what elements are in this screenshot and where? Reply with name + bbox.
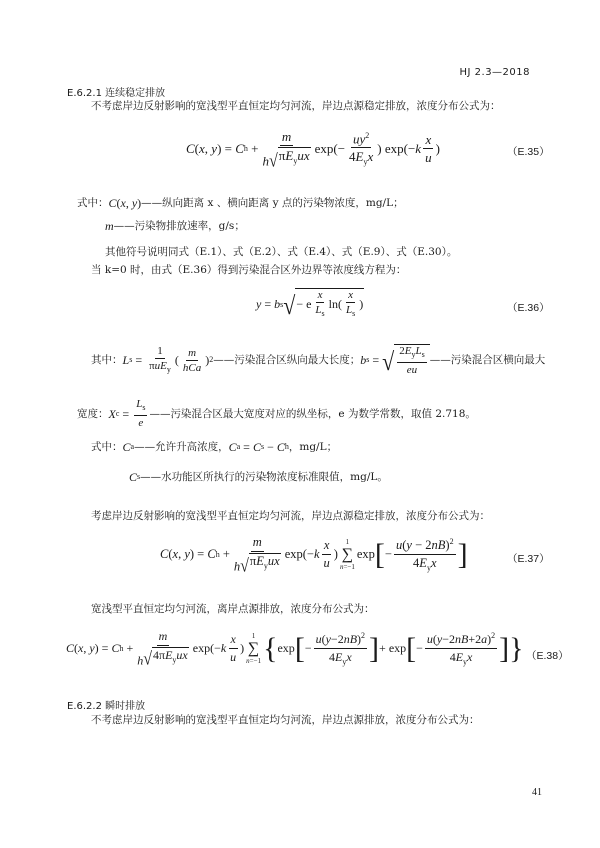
paragraph-intro-2: 考虑岸边反射影响的宽浅型平直恒定均匀河流，岸边点源稳定排放，浓度分布公式为：: [91, 510, 490, 522]
ls-description: ——污染混合区纵向最大长度；: [213, 354, 361, 367]
equation-e36: y = b s √ − e $\frac{x}{L_s}$ ln( $\frac{x}{L_s}$ ): [256, 289, 364, 320]
where2-prefix: 式中：: [91, 441, 123, 453]
document-code: HJ 2.3—2018: [459, 67, 530, 78]
symbol-xc-formula: X c = $\frac{L_s}{e}$: [108, 398, 146, 430]
paragraph-other-symbols: 其他符号说明同式（E.1）、式（E.2）、式（E.4）、式（E.9）、式（E.30）。: [105, 246, 458, 258]
symbol-c: C ( x , y ): [108, 196, 142, 210]
equation-label-e35: （E.35）: [507, 146, 550, 158]
xc-line: [77, 398, 476, 429]
symbol-m: m: [105, 219, 114, 233]
equation-label-e36: （E.36）: [507, 302, 550, 314]
bs-description: ——污染混合区横向最大: [429, 354, 546, 367]
where-c-line: [77, 196, 404, 210]
equation-label-e37: （E.37）: [507, 553, 550, 565]
symbol-ca: C a: [122, 440, 135, 454]
equation-e38: C ( x , y ) = C h + m h √ $4\pi E_yux$ exp(− k $\frac{x}{u}$ ) 1 ∑ n=−1 { exp [ − $\frac{u(y-2nB)^2}{4E_yx}$ ] + exp [ − $\frac{u(y-2nB+2a)^2}{4E_yx}$ ] }: [66, 629, 524, 670]
paragraph-intro-4: 不考虑岸边反射影响的宽浅型平直恒定均匀河流，岸边点源排放，浓度分布公式为：: [91, 714, 480, 726]
where-prefix: 式中：: [77, 197, 109, 209]
symbol-bs-formula: b s = √ $\frac{2E_yL_s}{eu}$: [360, 344, 429, 376]
section-heading-instantaneous: E.6.2.2 瞬时排放: [67, 701, 146, 712]
paragraph-intro-1: 不考虑岸边反射影响的宽浅型平直恒定均匀河流，岸边点源稳定排放，浓度分布公式为：: [91, 100, 501, 112]
ca-description: ——允许升高浓度，: [134, 441, 229, 453]
section-heading-continuous: E.6.2.1 连续稳定排放: [67, 88, 166, 99]
equation-e37: C ( x , y ) = C h + m h √ $\pi E_yux$ exp(− k $\frac{x}{u}$ ) 1 ∑ n=−1 exp [ − $\frac{u(y - 2nB)^2}{4E_yx}$ ]: [160, 535, 468, 576]
paragraph-k0: 当 k=0 时，由式（E.36）得到污染混合区外边界等浓度线方程为：: [91, 264, 407, 276]
paragraph-intro-3: 宽浅型平直恒定均匀河流，离岸点源排放，浓度分布公式为：: [91, 603, 375, 615]
cs-description: ——水功能区所执行的污染物浓度标准限值，mg/L。: [140, 471, 388, 483]
where-ca-line: [91, 440, 337, 454]
symbol-ls-formula: L s = $\frac{1}{\pi uE_y}$ ( $\frac{m}{\text{hCa}}$ ) 2: [122, 344, 214, 374]
equation-e35: C ( x , y ) = C h + m h √ $\pi E_yux$ exp(− $\frac{uy^2}{4E_yx}$ ) exp(− k $\frac{x}{u}$ ): [186, 129, 440, 172]
xc-description: ——污染混合区最大宽度对应的纵坐标，e 为数学常数，取值 2.718。: [149, 407, 476, 420]
c-description: ——纵向距离 x 、横向距离 y 点的污染物浓度，mg/L；: [141, 197, 404, 209]
symbol-cs: C s: [129, 470, 141, 484]
equation-label-e38: （E.38）: [526, 650, 569, 662]
ls-bs-line: [91, 344, 545, 376]
where-cs-line: [129, 470, 388, 484]
symbol-ca-formula: C a = C s − C h: [228, 440, 289, 454]
xc-prefix: 宽度：: [77, 407, 109, 420]
where-m-line: [105, 219, 245, 233]
m-description: ——污染物排放速率，g/s；: [113, 220, 245, 232]
ls-prefix: 其中：: [91, 354, 123, 367]
ca-unit: ，mg/L；: [288, 441, 338, 453]
page-number: 41: [532, 787, 542, 798]
